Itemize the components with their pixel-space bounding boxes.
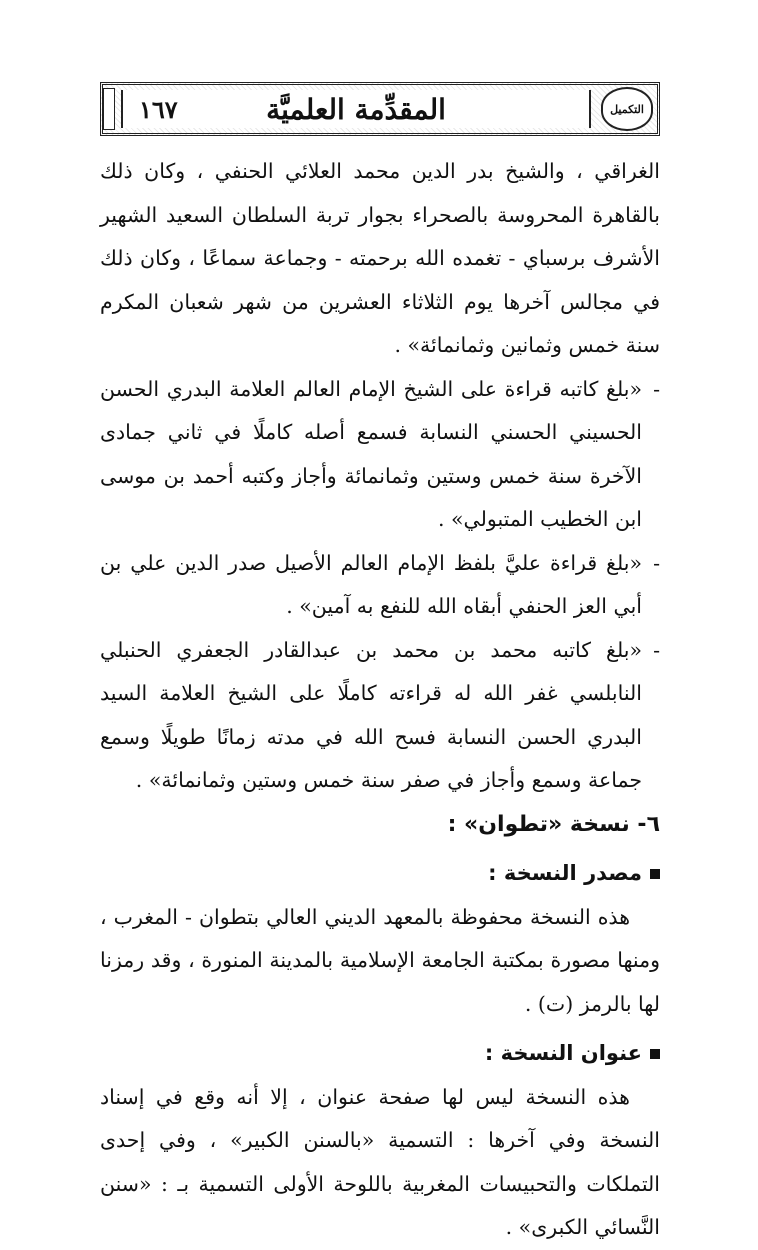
- square-bullet-icon: [650, 1049, 660, 1059]
- list-dash: -: [653, 637, 660, 662]
- square-bullet-icon: [650, 869, 660, 879]
- book-emblem-icon: [601, 87, 653, 131]
- page-title: المقدِّمة العلميَّة: [266, 92, 446, 126]
- sub-heading-text: مصدر النسخة :: [488, 861, 642, 885]
- sub-heading-text: عنوان النسخة :: [484, 1041, 642, 1065]
- emblem-text: التكميل: [610, 102, 644, 116]
- list-item: [100, 629, 660, 803]
- section-heading: ٦- نسخة «تطوان» :: [447, 811, 660, 837]
- list-dash: -: [653, 550, 660, 575]
- list-item-text: «بلغ قراءة عليَّ بلفظ الإمام العالم الأصيل صدر الدين علي بن أبي العز الحنفي أبقاه الله للنفع به آمين» .: [100, 550, 642, 618]
- list-item: [100, 542, 660, 629]
- list-item-text: «بلغ كاتبه محمد بن محمد بن عبدالقادر الجعفري الحنبلي النابلسي غفر الله له قراءته كاملًا على الشيخ العلامة السيد البدري الحسن النسابة فسح الله في مدته زمانًا طويلًا وسمع جماعة وسمع وأجاز في صفر سنة خمس وستين وثمانمائة» .: [100, 637, 642, 792]
- list-dash: -: [653, 376, 660, 401]
- header-title-box: [121, 90, 591, 128]
- paragraph-title: هذه النسخة ليس لها صفحة عنوان ، إلا أنه وقع في إسناد النسخة وفي آخرها : التسمية «بالسنن الكبير» ، وفي إحدى التملكات والتحبيسات المغربية باللوحة الأولى التسمية بـ : «سنن النَّسائي الكبرى» .: [100, 1084, 660, 1239]
- paragraph-source: هذه النسخة محفوظة بالمعهد الديني العالي بتطوان - المغرب ، ومنها مصورة بمكتبة الجامعة الإسلامية بالمدينة المنورة ، وقد رمزنا لها بالرمز (ت) .: [100, 904, 660, 1016]
- page-header: [100, 82, 660, 136]
- paragraph-continuation: الغراقي ، والشيخ بدر الدين محمد العلائي الحنفي ، وكان ذلك بالقاهرة المحروسة بالصحراء بجوار تربة السلطان السعيد الشهير الأشرف برسباي - تغمده الله برحمته - وجماعة سماعًا ، وكان ذلك في مجالس آخرها يوم الثلاثاء العشرين من شهر شعبان المكرم سنة خمس وثمانين وثمانمائة» .: [100, 159, 660, 357]
- header-ornament-left: [103, 88, 115, 130]
- page-number: ١٦٧: [139, 95, 178, 124]
- list-item: [100, 368, 660, 542]
- page-body: [100, 150, 660, 1250]
- sub-heading-title: [100, 1032, 660, 1076]
- sub-heading-source: [100, 852, 660, 896]
- list-item-text: «بلغ كاتبه قراءة على الشيخ الإمام العالم العلامة البدري الحسن الحسيني الحسني النسابة فسمع أصله كاملًا في ثاني جمادى الآخرة سنة خمس وستين وثمانمائة وأجاز وكتبه أحمد بن موسى ابن الخطيب المتبولي» .: [100, 376, 642, 531]
